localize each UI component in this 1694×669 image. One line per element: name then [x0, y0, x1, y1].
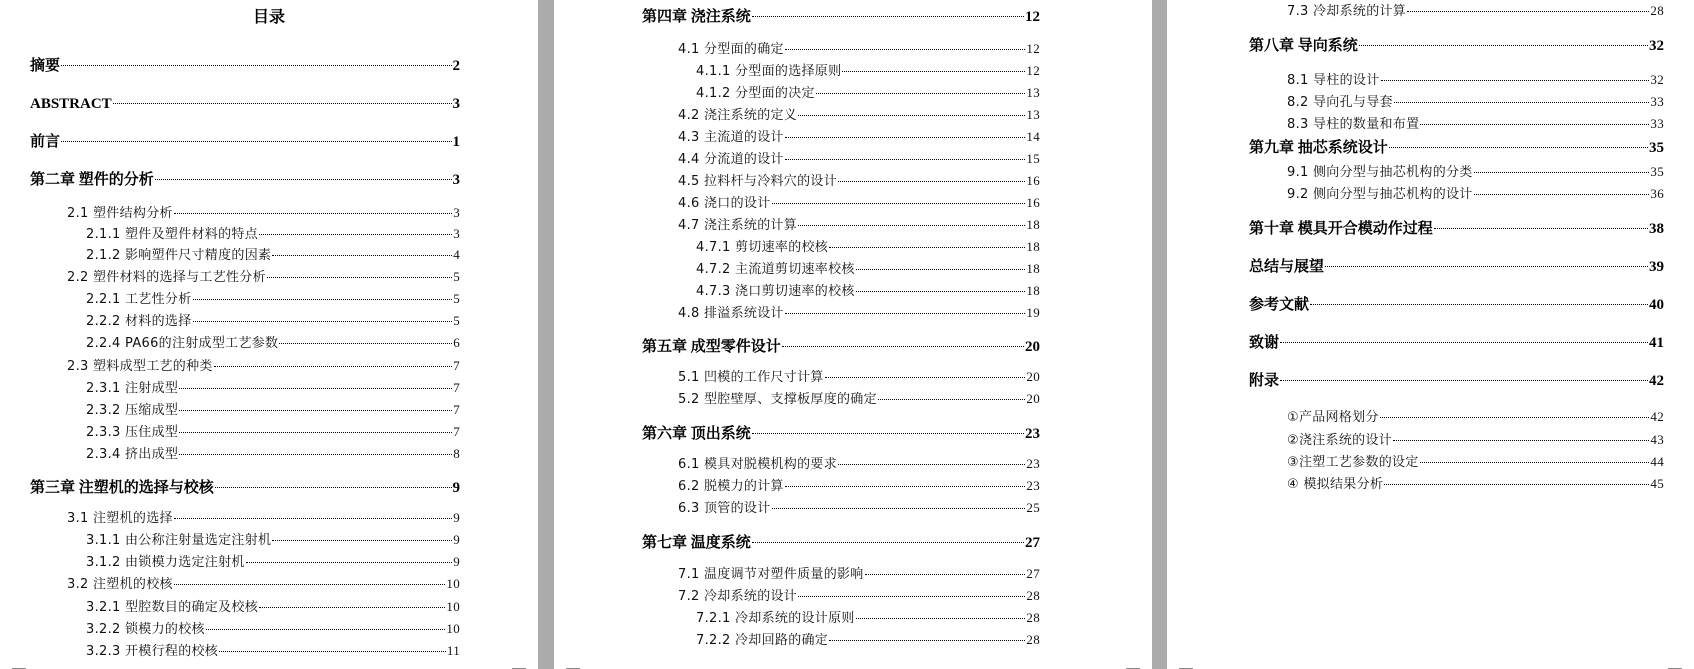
toc-entry-title: 7.2 冷却系统的设计 [678, 589, 798, 604]
toc-entry-page-number: 27 [1025, 535, 1040, 551]
toc-dot-leader [174, 584, 446, 585]
toc-section-entry[interactable] [1287, 431, 1664, 449]
toc-entry-page-number: 9 [453, 510, 460, 525]
toc-entry-page-number: 33 [1650, 94, 1664, 109]
toc-section-entry[interactable] [86, 401, 460, 419]
toc-dot-leader [61, 141, 451, 142]
toc-section-entry[interactable] [67, 268, 460, 286]
toc-dot-leader [798, 596, 1025, 597]
toc-entry-page-number: 16 [1026, 195, 1040, 210]
toc-section-entry[interactable] [678, 40, 1040, 58]
toc-dot-leader [1359, 45, 1648, 46]
toc-dot-leader [272, 255, 452, 256]
toc-entry-title: 第六章 顶出系统 [642, 426, 751, 442]
toc-section-entry[interactable] [696, 62, 1040, 80]
toc-chapter-entry[interactable] [30, 171, 460, 189]
toc-entry-title: 5.2 型腔壁厚、支撑板厚度的确定 [678, 392, 877, 407]
toc-chapter-entry[interactable] [642, 338, 1040, 356]
toc-entry-page-number: 7 [453, 402, 460, 417]
toc-dot-leader [878, 399, 1025, 400]
toc-dot-leader [179, 454, 452, 455]
toc-entry-title: 7.3 冷却系统的计算 [1287, 4, 1407, 19]
toc-dot-leader [113, 103, 452, 104]
toc-section-entry[interactable] [86, 445, 460, 463]
toc-dot-leader [825, 377, 1026, 378]
toc-entry-title: 3.1 注塑机的选择 [67, 511, 173, 526]
toc-entry-title: 第八章 导向系统 [1249, 38, 1358, 54]
toc-dot-leader [1310, 304, 1648, 305]
toc-entry-page-number: 20 [1026, 391, 1040, 406]
toc-section-entry[interactable] [678, 565, 1040, 583]
toc-dot-leader [842, 71, 1025, 72]
toc-dot-leader [856, 618, 1026, 619]
toc-entry-title: 3.2 注塑机的校核 [67, 577, 173, 592]
toc-dot-leader [752, 16, 1024, 17]
toc-entry-title: 参考文献 [1249, 297, 1310, 313]
toc-entry-page-number: 32 [1649, 38, 1664, 54]
toc-dot-leader [193, 321, 453, 322]
toc-entry-page-number: 45 [1650, 476, 1664, 491]
toc-entry-page-number: 43 [1650, 432, 1664, 447]
toc-entry-page-number: 18 [1026, 261, 1040, 276]
toc-entry-title: 2.3.3 压住成型 [86, 425, 179, 440]
toc-entry-page-number: 28 [1026, 588, 1040, 603]
toc-entry-page-number: 10 [446, 621, 460, 636]
toc-entry-title: 3.1.1 由公称注射量选定注射机 [86, 533, 272, 548]
toc-entry-page-number: 5 [453, 291, 460, 306]
toc-entry-title: 3.2.3 开模行程的校核 [86, 644, 219, 659]
toc-dot-leader [785, 159, 1026, 160]
toc-entry-page-number: 1 [452, 134, 460, 150]
toc-dot-leader [1280, 342, 1648, 343]
toc-dot-leader [752, 542, 1024, 543]
toc-dot-leader [179, 432, 452, 433]
toc-section-entry[interactable] [1287, 93, 1664, 111]
toc-entry-title: 4.4 分流道的设计 [678, 152, 784, 167]
toc-entry-page-number: 20 [1026, 369, 1040, 384]
toc-entry-title: 4.8 排溢系统设计 [678, 306, 784, 321]
toc-entry-page-number: 6 [453, 335, 460, 350]
toc-entry-page-number: 23 [1026, 478, 1040, 493]
toc-entry-page-number: 3 [453, 205, 460, 220]
toc-section-entry[interactable] [696, 238, 1040, 256]
toc-dot-leader [1380, 417, 1650, 418]
toc-section-entry[interactable] [696, 282, 1040, 300]
toc-section-entry[interactable] [86, 531, 460, 549]
toc-entry-title: 第七章 温度系统 [642, 535, 751, 551]
toc-entry-page-number: 40 [1649, 297, 1664, 313]
toc-section-entry[interactable] [67, 204, 460, 222]
toc-entry-page-number: 9 [453, 554, 460, 569]
toc-entry-page-number: 2 [452, 58, 460, 74]
toc-entry-page-number: 35 [1649, 140, 1664, 156]
toc-dot-leader [856, 269, 1026, 270]
toc-dot-leader [1394, 102, 1650, 103]
toc-section-entry[interactable] [678, 128, 1040, 146]
toc-entry-title: 2.2.1 工艺性分析 [86, 292, 192, 307]
toc-entry-page-number: 38 [1649, 221, 1664, 237]
toc-entry-page-number: 23 [1026, 456, 1040, 471]
toc-entry-page-number: 16 [1026, 173, 1040, 188]
toc-entry-title: 7.2.1 冷却系统的设计原则 [696, 611, 855, 626]
toc-chapter-entry[interactable] [30, 133, 460, 151]
toc-dot-leader [279, 343, 452, 344]
toc-entry-page-number: 41 [1649, 335, 1664, 351]
toc-title: 目录 [252, 9, 285, 26]
toc-entry-title: 第五章 成型零件设计 [642, 339, 781, 355]
toc-section-entry[interactable] [1287, 185, 1664, 203]
toc-entry-title: 摘要 [30, 58, 61, 74]
toc-entry-title: 4.1.2 分型面的决定 [696, 86, 815, 101]
toc-section-entry[interactable] [86, 553, 460, 571]
toc-entry-title: 8.1 导柱的设计 [1287, 73, 1380, 88]
toc-section-entry[interactable] [67, 357, 460, 375]
toc-entry-page-number: 10 [446, 576, 460, 591]
toc-entry-page-number: 3 [452, 96, 460, 112]
toc-entry-page-number: 42 [1649, 373, 1664, 389]
toc-dot-leader [1420, 124, 1649, 125]
toc-entry-title: ④ 模拟结果分析 [1287, 477, 1384, 492]
toc-entry-page-number: 11 [446, 643, 460, 658]
toc-entry-title: 2.1.2 影响塑件尺寸精度的因素 [86, 248, 272, 263]
toc-dot-leader [785, 313, 1026, 314]
toc-dot-leader [174, 213, 452, 214]
toc-entry-title: 总结与展望 [1249, 259, 1325, 275]
toc-section-entry[interactable] [86, 334, 460, 352]
toc-entry-title: 9.1 侧向分型与抽芯机构的分类 [1287, 165, 1473, 180]
toc-dot-leader [61, 65, 451, 66]
toc-entry-page-number: 8 [453, 446, 460, 461]
toc-entry-title: 2.3.2 压缩成型 [86, 403, 179, 418]
toc-entry-title: 2.1.1 塑件及塑件材料的特点 [86, 227, 259, 242]
toc-section-entry[interactable] [1287, 115, 1664, 133]
toc-entry-title: 3.2.2 锁模力的校核 [86, 622, 205, 637]
toc-entry-title: 第二章 塑件的分析 [30, 172, 154, 188]
toc-entry-page-number: 7 [453, 424, 460, 439]
toc-entry-page-number: 19 [1026, 305, 1040, 320]
toc-page-2 [554, 0, 1152, 669]
toc-dot-leader [206, 629, 446, 630]
toc-dot-leader [752, 433, 1024, 434]
toc-dot-leader [179, 388, 452, 389]
toc-entry-title: 4.2 浇注系统的定义 [678, 108, 798, 123]
toc-entry-title: 7.2.2 冷却回路的确定 [696, 633, 829, 648]
toc-section-entry[interactable] [678, 587, 1040, 605]
toc-entry-page-number: 9 [453, 532, 460, 547]
toc-chapter-entry[interactable] [30, 95, 460, 113]
toc-section-entry[interactable] [1287, 475, 1664, 493]
toc-section-entry[interactable] [86, 620, 460, 638]
toc-entry-title: 4.7.1 剪切速率的校核 [696, 240, 829, 255]
toc-entry-page-number: 25 [1026, 500, 1040, 515]
toc-dot-leader [865, 574, 1026, 575]
toc-entry-page-number: 12 [1025, 9, 1040, 25]
toc-dot-leader [856, 291, 1026, 292]
toc-section-entry[interactable] [678, 172, 1040, 190]
toc-entry-page-number: 32 [1650, 72, 1664, 87]
toc-dot-leader [785, 49, 1026, 50]
toc-dot-leader [772, 508, 1026, 509]
toc-dot-leader [259, 607, 445, 608]
toc-chapter-entry[interactable] [642, 425, 1040, 443]
toc-entry-title: 8.2 导向孔与导套 [1287, 95, 1393, 110]
toc-section-entry[interactable] [678, 150, 1040, 168]
toc-section-entry[interactable] [678, 390, 1040, 408]
toc-dot-leader [798, 225, 1025, 226]
toc-dot-leader [1474, 172, 1650, 173]
toc-entry-title: 8.3 导柱的数量和布置 [1287, 117, 1420, 132]
toc-section-entry[interactable] [696, 84, 1040, 102]
toc-dot-leader [1280, 380, 1648, 381]
toc-page-3 [1167, 0, 1694, 669]
toc-entry-page-number: 12 [1026, 41, 1040, 56]
toc-section-entry[interactable] [1287, 2, 1664, 20]
toc-entry-page-number: 3 [452, 172, 460, 188]
toc-dot-leader [214, 366, 452, 367]
toc-section-entry[interactable] [678, 304, 1040, 322]
toc-entry-title: 致谢 [1249, 335, 1280, 351]
toc-entry-page-number: 13 [1026, 107, 1040, 122]
toc-section-entry[interactable] [86, 642, 460, 660]
toc-entry-page-number: 18 [1026, 217, 1040, 232]
toc-entry-page-number: 39 [1649, 259, 1664, 275]
toc-dot-leader [798, 115, 1025, 116]
toc-entry-title: 6.3 顶管的设计 [678, 501, 771, 516]
toc-entry-page-number: 23 [1025, 426, 1040, 442]
toc-dot-leader [785, 486, 1026, 487]
toc-entry-page-number: 10 [446, 599, 460, 614]
toc-dot-leader [829, 640, 1025, 641]
toc-dot-leader [272, 540, 452, 541]
toc-dot-leader [785, 137, 1026, 138]
toc-entry-title: 4.1.1 分型面的选择原则 [696, 64, 842, 79]
toc-entry-title: 6.2 脱模力的计算 [678, 479, 784, 494]
toc-entry-page-number: 14 [1026, 129, 1040, 144]
toc-chapter-entry[interactable] [642, 534, 1040, 552]
toc-chapter-entry[interactable] [1249, 258, 1664, 276]
toc-dot-leader [174, 518, 452, 519]
toc-section-entry[interactable] [678, 106, 1040, 124]
toc-entry-page-number: 5 [453, 269, 460, 284]
toc-entry-page-number: 27 [1026, 566, 1040, 581]
toc-entry-title: 9.2 侧向分型与抽芯机构的设计 [1287, 187, 1473, 202]
toc-dot-leader [1325, 266, 1648, 267]
toc-entry-page-number: 4 [453, 247, 460, 262]
toc-chapter-entry[interactable] [1249, 296, 1664, 314]
toc-dot-leader [267, 277, 452, 278]
toc-dot-leader [1381, 80, 1650, 81]
toc-dot-leader [1474, 194, 1650, 195]
toc-page-1 [0, 0, 538, 669]
toc-section-entry[interactable] [86, 423, 460, 441]
toc-entry-title: 2.1 塑件结构分析 [67, 206, 173, 221]
toc-section-entry[interactable] [67, 575, 460, 593]
toc-section-entry[interactable] [86, 225, 460, 243]
toc-dot-leader [1393, 440, 1649, 441]
toc-entry-title: 3.1.2 由锁模力选定注射机 [86, 555, 245, 570]
toc-entry-title: 2.2.2 材料的选择 [86, 314, 192, 329]
toc-entry-title: ①产品网格划分 [1287, 410, 1379, 425]
toc-entry-title: 4.3 主流道的设计 [678, 130, 784, 145]
toc-entry-title: 4.7.2 主流道剪切速率校核 [696, 262, 855, 277]
toc-section-entry[interactable] [678, 216, 1040, 234]
toc-entry-title: 2.2.4 PA66的注射成型工艺参数 [86, 336, 279, 351]
toc-section-entry[interactable] [696, 609, 1040, 627]
toc-entry-title: 4.6 浇口的设计 [678, 196, 771, 211]
toc-entry-page-number: 42 [1650, 409, 1664, 424]
toc-section-entry[interactable] [1287, 453, 1664, 471]
toc-section-entry[interactable] [1287, 71, 1664, 89]
toc-section-entry[interactable] [86, 290, 460, 308]
toc-entry-title: 2.3.1 注射成型 [86, 381, 179, 396]
toc-entry-title: 4.5 拉料杆与冷料穴的设计 [678, 174, 838, 189]
toc-entry-title: 第三章 注塑机的选择与校核 [30, 480, 214, 496]
toc-section-entry[interactable] [678, 499, 1040, 517]
toc-entry-title: 6.1 模具对脱模机构的要求 [678, 457, 838, 472]
toc-entry-title: 7.1 温度调节对塑件质量的影响 [678, 567, 864, 582]
toc-entry-page-number: 35 [1650, 164, 1664, 179]
toc-section-entry[interactable] [67, 509, 460, 527]
toc-chapter-entry[interactable] [1249, 139, 1664, 157]
toc-dot-leader [816, 93, 1026, 94]
toc-chapter-entry[interactable] [30, 57, 460, 75]
toc-entry-page-number: 28 [1026, 632, 1040, 647]
toc-entry-title: 4.7 浇注系统的计算 [678, 218, 798, 233]
toc-dot-leader [829, 247, 1025, 248]
toc-dot-leader [259, 234, 452, 235]
toc-entry-title: 附录 [1249, 373, 1280, 389]
toc-entry-page-number: 12 [1026, 63, 1040, 78]
toc-dot-leader [1420, 462, 1650, 463]
toc-dot-leader [782, 346, 1024, 347]
toc-dot-leader [193, 299, 453, 300]
toc-section-entry[interactable] [678, 368, 1040, 386]
toc-entry-title: 前言 [30, 134, 61, 150]
toc-entry-page-number: 3 [453, 226, 460, 241]
toc-section-entry[interactable] [86, 246, 460, 264]
toc-entry-page-number: 20 [1025, 339, 1040, 355]
toc-dot-leader [219, 651, 446, 652]
toc-dot-leader [155, 179, 452, 180]
toc-section-entry[interactable] [678, 455, 1040, 473]
toc-entry-title: 第九章 抽芯系统设计 [1249, 140, 1388, 156]
toc-entry-page-number: 36 [1650, 186, 1664, 201]
toc-entry-title: 3.2.1 型腔数目的确定及校核 [86, 600, 259, 615]
toc-dot-leader [246, 562, 452, 563]
toc-entry-title: ABSTRACT [30, 96, 112, 112]
toc-entry-title: 2.2 塑件材料的选择与工艺性分析 [67, 270, 266, 285]
toc-entry-page-number: 28 [1650, 3, 1664, 18]
toc-dot-leader [1389, 147, 1648, 148]
toc-entry-title: 2.3 塑料成型工艺的种类 [67, 359, 213, 374]
toc-dot-leader [1407, 11, 1649, 12]
toc-dot-leader [772, 203, 1026, 204]
toc-section-entry[interactable] [678, 477, 1040, 495]
toc-entry-title: ②浇注系统的设计 [1287, 433, 1393, 448]
toc-dot-leader [838, 464, 1025, 465]
toc-section-entry[interactable] [86, 379, 460, 397]
toc-entry-title: 第四章 浇注系统 [642, 9, 751, 25]
toc-section-entry[interactable] [678, 194, 1040, 212]
toc-chapter-entry[interactable] [1249, 220, 1664, 238]
toc-chapter-entry[interactable] [1249, 372, 1664, 390]
toc-section-entry[interactable] [86, 598, 460, 616]
toc-dot-leader [179, 410, 452, 411]
toc-entry-page-number: 44 [1650, 454, 1664, 469]
toc-dot-leader [1434, 228, 1648, 229]
toc-entry-title: 第十章 模具开合模动作过程 [1249, 221, 1433, 237]
toc-entry-page-number: 5 [453, 313, 460, 328]
toc-entry-page-number: 9 [452, 480, 460, 496]
toc-section-entry[interactable] [86, 312, 460, 330]
toc-dot-leader [1384, 484, 1649, 485]
toc-entry-page-number: 15 [1026, 151, 1040, 166]
toc-entry-title: 2.3.4 挤出成型 [86, 447, 179, 462]
toc-entry-page-number: 18 [1026, 283, 1040, 298]
toc-chapter-entry[interactable] [30, 479, 460, 497]
toc-section-entry[interactable] [1287, 408, 1664, 426]
toc-section-entry[interactable] [696, 260, 1040, 278]
toc-entry-page-number: 7 [453, 358, 460, 373]
toc-entry-page-number: 33 [1650, 116, 1664, 131]
toc-entry-title: 4.1 分型面的确定 [678, 42, 784, 57]
toc-dot-leader [838, 181, 1025, 182]
toc-entry-title: ③注塑工艺参数的设定 [1287, 455, 1419, 470]
toc-entry-title: 4.7.3 浇口剪切速率的校核 [696, 284, 855, 299]
toc-entry-page-number: 28 [1026, 610, 1040, 625]
toc-entry-page-number: 7 [453, 380, 460, 395]
toc-section-entry[interactable] [696, 631, 1040, 649]
toc-chapter-entry[interactable] [1249, 334, 1664, 352]
toc-section-entry[interactable] [1287, 163, 1664, 181]
toc-chapter-entry[interactable] [642, 8, 1040, 26]
toc-entry-page-number: 13 [1026, 85, 1040, 100]
toc-entry-page-number: 18 [1026, 239, 1040, 254]
toc-chapter-entry[interactable] [1249, 37, 1664, 55]
toc-entry-title: 5.1 凹模的工作尺寸计算 [678, 370, 824, 385]
toc-dot-leader [215, 487, 452, 488]
